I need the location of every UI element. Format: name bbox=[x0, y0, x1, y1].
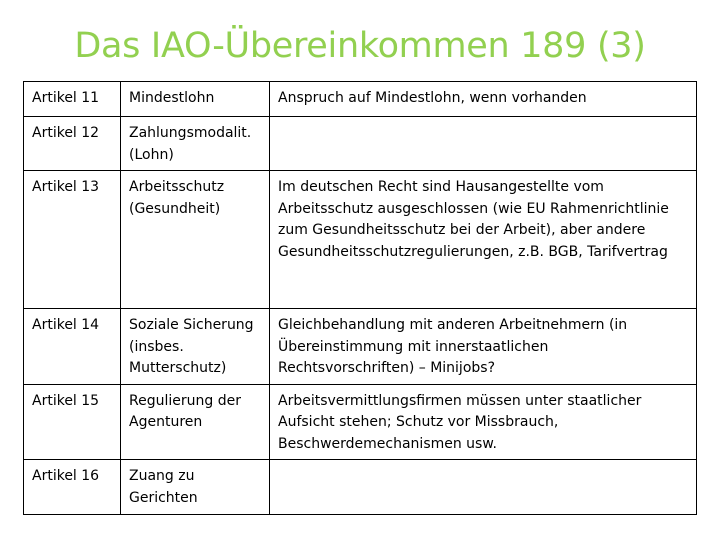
note-cell: Gleichbehandlung mit anderen Arbeitnehmern (in Übereinstimmung mit innerstaatlichen Rechtsvorschriften) – Minijobs? bbox=[270, 309, 697, 385]
article-cell: Artikel 16 bbox=[24, 460, 121, 515]
table-row bbox=[24, 309, 697, 385]
article-cell: Artikel 13 bbox=[24, 171, 121, 309]
topic-cell: Soziale Sicherung (insbes. Mutterschutz) bbox=[121, 309, 270, 385]
article-cell: Artikel 12 bbox=[24, 117, 121, 171]
topic-cell: Zahlungsmodalit. (Lohn) bbox=[121, 117, 270, 171]
table-row bbox=[24, 384, 697, 460]
articles-table bbox=[23, 81, 697, 515]
note-cell: Anspruch auf Mindestlohn, wenn vorhanden bbox=[270, 82, 697, 117]
note-cell: Arbeitsvermittlungsfirmen müssen unter staatlicher Aufsicht stehen; Schutz vor Missbrauch, Beschwerdemechanismen usw. bbox=[270, 384, 697, 460]
note-cell bbox=[270, 460, 697, 515]
article-cell: Artikel 14 bbox=[24, 309, 121, 385]
topic-cell: Mindestlohn bbox=[121, 82, 270, 117]
note-cell bbox=[270, 117, 697, 171]
topic-cell: Arbeitsschutz (Gesundheit) bbox=[121, 171, 270, 309]
slide-title: Das IAO-Übereinkommen 189 (3) bbox=[74, 26, 646, 66]
topic-cell: Zuang zu Gerichten bbox=[121, 460, 270, 515]
topic-cell: Regulierung der Agenturen bbox=[121, 384, 270, 460]
table-row bbox=[24, 117, 697, 171]
table-row bbox=[24, 171, 697, 309]
article-cell: Artikel 15 bbox=[24, 384, 121, 460]
table-row bbox=[24, 460, 697, 515]
article-cell: Artikel 11 bbox=[24, 82, 121, 117]
table-row bbox=[24, 82, 697, 117]
note-cell: Im deutschen Recht sind Hausangestellte vom Arbeitsschutz ausgeschlossen (wie EU Rahmenrichtlinie zum Gesundheitsschutz bei der Arbeit), aber andere Gesundheitsschutzregulierungen, z.B. BGB, Tarifvertrag bbox=[270, 171, 697, 309]
